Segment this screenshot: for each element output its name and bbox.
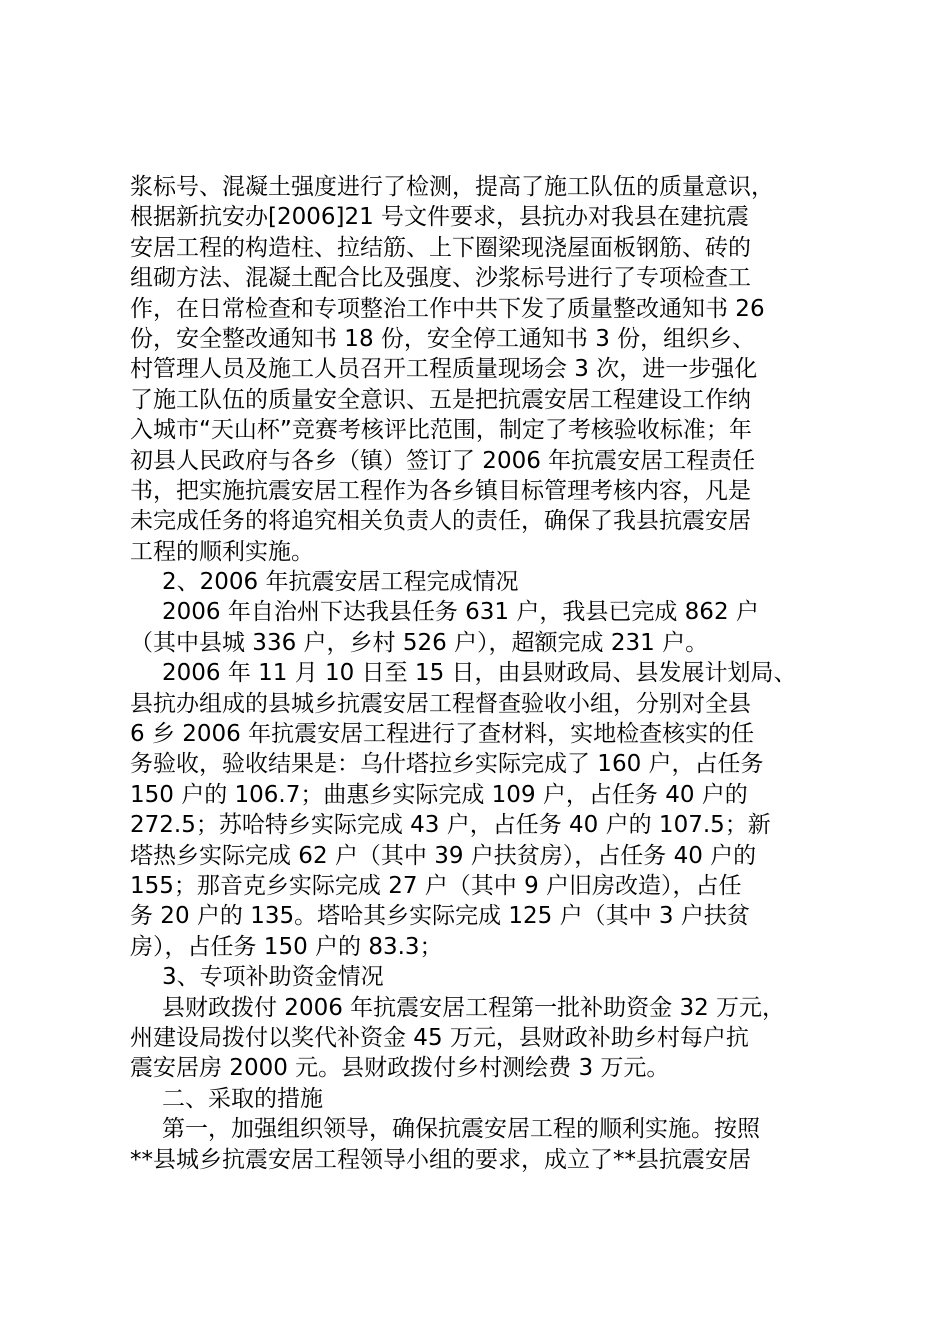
text-line: 未完成任务的将追究相关负责人的责任，确保了我县抗震安居 [130,508,751,535]
text-line: 务 20 户的 135。塔哈其乡实际完成 125 户（其中 3 户扶贫 [130,903,750,930]
text-line: 工程的顺利实施。 [130,538,314,565]
text-line: 6 乡 2006 年抗震安居工程进行了查材料，实地检查核实的任 [130,721,755,748]
body-text [130,172,842,1175]
text-line: 初县人民政府与各乡（镇）签订了 2006 年抗震安居工程责任 [130,447,756,474]
text-line: 二、采取的措施 [162,1085,323,1112]
text-line: 作，在日常检查和专项整治工作中共下发了质量整改通知书 26 [130,295,765,322]
text-line: 书，把实施抗震安居工程作为各乡镇目标管理考核内容，凡是 [130,477,751,504]
text-line: 村管理人员及施工人员召开工程质量现场会 3 次，进一步强化 [130,356,758,383]
text-line: 150 户的 106.7；曲惠乡实际完成 109 户，占任务 40 户的 [130,781,748,808]
text-line: 州建设局拨付以奖代补资金 45 万元，县财政补助乡村每户抗 [130,1024,749,1051]
text-line: 272.5；苏哈特乡实际完成 43 户，占任务 40 户的 107.5；新 [130,812,771,839]
text-line: 3、专项补助资金情况 [162,964,384,991]
text-line: 根据新抗安办[2006]21 号文件要求，县抗办对我县在建抗震 [130,204,750,231]
text-line: 县财政拨付 2006 年抗震安居工程第一批补助资金 32 万元， [162,994,786,1021]
text-line: 务验收，验收结果是：乌什塔拉乡实际完成了 160 户，占任务 [130,751,764,778]
text-line: 2、2006 年抗震安居工程完成情况 [162,569,519,596]
text-line: （其中县城 336 户，乡村 526 户），超额完成 231 户。 [130,629,709,656]
text-line: 入城市“天山杯”竞赛考核评比范围，制定了考核验收标准；年 [130,417,752,444]
text-line: 2006 年自治州下达我县任务 631 户，我县已完成 862 户 [162,599,759,626]
text-line: 第一，加强组织领导，确保抗震安居工程的顺利实施。按照 [162,1116,760,1143]
text-line: 县抗办组成的县城乡抗震安居工程督查验收小组，分别对全县 [130,690,751,717]
text-line: 浆标号、混凝土强度进行了检测，提高了施工队伍的质量意识， [130,174,774,200]
text-line: 155；那音克乡实际完成 27 户（其中 9 户旧房改造），占任 [130,872,742,899]
text-line: 2006 年 11 月 10 日至 15 日，由县财政局、县发展计划局、 [162,660,797,687]
text-line: 房），占任务 150 户的 83.3； [130,933,443,960]
text-line: 份，安全整改通知书 18 份，安全停工通知书 3 份，组织乡、 [130,325,756,352]
text-line: 了施工队伍的质量安全意识、五是把抗震安居工程建设工作纳 [130,386,751,413]
text-line: **县城乡抗震安居工程领导小组的要求，成立了**县抗震安居 [130,1146,751,1173]
text-line: 塔热乡实际完成 62 户（其中 39 户扶贫房），占任务 40 户的 [130,842,757,869]
text-line: 组砌方法、混凝土配合比及强度、沙浆标号进行了专项检查工 [130,265,751,292]
text-line: 安居工程的构造柱、拉结筋、上下圈梁现浇屋面板钢筋、砖的 [130,234,751,261]
text-line: 震安居房 2000 元。县财政拨付乡村测绘费 3 万元。 [130,1055,670,1082]
